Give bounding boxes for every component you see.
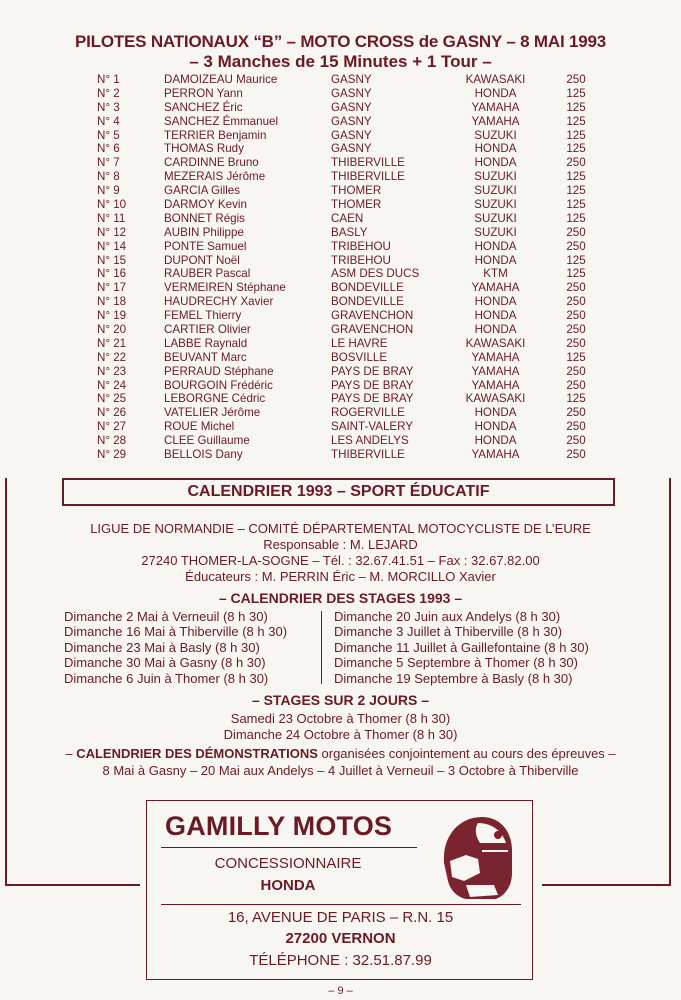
rider-club: ASM DES DUCS [331,267,420,281]
rider-club: PAYS DE BRAY [331,378,414,392]
ad-address: 16, AVENUE DE PARIS – R.N. 15 [227,909,454,926]
stage-item: Dimanche 3 Juillet à Thiberville (8 h 30) [334,624,563,640]
rider-club: CAEN [331,211,364,225]
rider-number: N° 8 [97,170,120,184]
rider-row [0,240,681,254]
ligue-line: LIGUE DE NORMANDIE – COMITÉ DÉPARTEMENTAL MOTOCYCLISTE DE L’EURE [90,521,591,536]
rider-name: CARTIER Olivier [164,323,251,337]
rider-number: N° 18 [97,295,127,309]
rider-cc: 250 [566,156,586,170]
rider-name: VERMEIREN Stéphane [164,281,286,295]
rider-row [0,351,681,365]
rider-name: BONNET Régis [164,211,245,225]
demonstrations-heading [0,746,681,761]
stages-title: – CALENDRIER DES STAGES 1993 – [218,590,463,606]
two-days-line2: Dimanche 24 Octobre à Thomer (8 h 30) [223,727,458,742]
rider-name: RAUBER Pascal [164,267,251,281]
rider-number: N° 29 [97,448,127,462]
rider-club: GASNY [331,73,372,86]
rider-row [0,448,681,462]
rider-cc: 250 [566,309,586,323]
rider-cc: 125 [566,350,586,364]
rider-make: KAWASAKI [465,392,526,406]
rider-number: N° 7 [97,156,120,170]
rider-cc: 125 [566,253,586,267]
rider-make: YAMAHA [471,364,520,378]
stage-item: Dimanche 16 Mai à Thiberville (8 h 30) [64,624,288,640]
rider-cc: 250 [566,378,586,392]
stage-item: Dimanche 2 Mai à Verneuil (8 h 30) [64,609,268,624]
rider-number: N° 25 [97,392,127,406]
ad-brand: HONDA [260,877,316,894]
ad-rule [161,847,417,848]
demo-prefix: – [65,746,77,761]
page-subtitle: – 3 Manches de 15 Minutes + 1 Tour – [189,52,492,71]
stage-item: Dimanche 19 Septembre à Basly (8 h 30) [334,670,573,686]
rider-row [0,379,681,393]
rider-row [0,87,681,101]
stages-left-list [64,609,287,686]
rider-number: N° 15 [97,253,127,267]
ad-city: 27200 VERNON [285,930,396,947]
rider-make: YAMAHA [471,378,520,392]
rider-make: HONDA [474,142,517,156]
rider-club: SAINT-VALERY [331,420,414,434]
rider-make: SUZUKI [474,128,517,142]
rider-cc: 125 [566,86,586,100]
calendar-title: CALENDRIER 1993 – SPORT ÉDUCATIF [62,478,615,506]
rider-make: KTM [483,267,508,281]
rider-cc: 250 [566,73,586,86]
helmet-icon [436,811,516,905]
rider-row [0,281,681,295]
rider-cc: 125 [566,184,586,198]
rider-club: BOSVILLE [331,350,388,364]
rider-row [0,337,681,351]
rider-club: LE HAVRE [331,336,388,350]
rider-club: THIBERVILLE [331,448,405,462]
rider-club: THOMER [331,198,382,212]
rider-cc: 125 [566,128,586,142]
rider-name: THOMAS Rudy [164,142,244,156]
rider-number: N° 24 [97,378,127,392]
rider-name: CARDINNE Bruno [164,156,259,170]
rider-number: N° 6 [97,142,120,156]
rider-cc: 250 [566,225,586,239]
rider-row [0,170,681,184]
responsable-line: Responsable : M. LEJARD [263,537,418,552]
rider-number: N° 22 [97,350,127,364]
stage-item: Dimanche 30 Mai à Gasny (8 h 30) [64,655,266,671]
rider-cc: 125 [566,198,586,212]
rider-number: N° 9 [97,184,120,198]
rider-make: YAMAHA [471,100,520,114]
rider-make: HONDA [474,309,517,323]
rider-number: N° 23 [97,364,127,378]
rider-make: HONDA [474,295,517,309]
rider-club: GASNY [331,114,372,128]
rider-club: ROGERVILLE [331,406,405,420]
rider-name: MEZERAIS Jérôme [164,170,266,184]
two-days-title: – STAGES SUR 2 JOURS – [251,692,430,708]
rider-cc: 250 [566,420,586,434]
rider-name: HAUDRECHY Xavier [164,295,274,309]
rider-make: KAWASAKI [465,336,526,350]
rider-cc: 125 [566,392,586,406]
rider-row [0,115,681,129]
rider-row [0,142,681,156]
ad-rule [161,904,521,905]
rider-name: ROUE Michel [164,420,235,434]
rider-number: N° 4 [97,114,120,128]
rider-name: PERRON Yann [164,86,243,100]
rider-make: SUZUKI [474,170,517,184]
rider-club: BONDEVILLE [331,295,404,309]
demo-text: organisées conjointement au cours des épreuves – [317,746,616,761]
rider-make: SUZUKI [474,225,517,239]
rider-number: N° 5 [97,128,120,142]
stages-divider [321,611,322,684]
rider-row [0,226,681,240]
rider-row [0,295,681,309]
rider-name: DARMOY Kevin [164,198,247,212]
rider-cc: 250 [566,448,586,462]
rider-club: TRIBEHOU [331,239,391,253]
rider-number: N° 10 [97,198,127,212]
rider-row [0,254,681,268]
rider-number: N° 14 [97,239,127,253]
rider-name: TERRIER Benjamin [164,128,267,142]
rider-name: BOURGOIN Frédéric [164,378,273,392]
rider-row [0,406,681,420]
rider-make: HONDA [474,406,517,420]
ad-concession: CONCESSIONNAIRE [214,855,362,872]
rider-club: LES ANDELYS [331,434,409,448]
rider-number: N° 27 [97,420,127,434]
ad-dealer-name: GAMILLY MOTOS [165,811,393,841]
rider-name: DUPONT Noël [164,253,240,267]
rider-club: THIBERVILLE [331,156,405,170]
rider-club: GASNY [331,128,372,142]
rider-cc: 125 [566,170,586,184]
rider-cc: 125 [566,142,586,156]
rider-make: HONDA [474,239,517,253]
rider-make: YAMAHA [471,114,520,128]
rider-cc: 125 [566,267,586,281]
rider-row [0,309,681,323]
rider-number: N° 19 [97,309,127,323]
rider-cc: 250 [566,281,586,295]
rider-number: N° 12 [97,225,127,239]
rider-name: LEBORGNE Cédric [164,392,266,406]
rider-cc: 125 [566,211,586,225]
rider-row [0,184,681,198]
rider-row [0,323,681,337]
rider-make: KAWASAKI [465,73,526,86]
rider-cc: 250 [566,406,586,420]
rider-name: FEMEL Thierry [164,309,242,323]
rider-row [0,434,681,448]
rider-number: N° 20 [97,323,127,337]
rider-name: CLEE Guillaume [164,434,250,448]
rider-cc: 250 [566,434,586,448]
rider-club: GASNY [331,142,372,156]
rider-make: YAMAHA [471,350,520,364]
rider-make: HONDA [474,420,517,434]
rider-number: N° 21 [97,336,127,350]
rider-cc: 125 [566,114,586,128]
riders-list [0,73,681,462]
rider-name: GARCIA Gilles [164,184,241,198]
rider-number: N° 26 [97,406,127,420]
rider-row [0,365,681,379]
stages-right-list [334,609,589,686]
rider-make: SUZUKI [474,211,517,225]
rider-name: SANCHEZ Émmanuel [164,114,279,128]
rider-club: GRAVENCHON [331,309,414,323]
rider-number: N° 1 [97,73,120,86]
rider-make: HONDA [474,156,517,170]
rider-club: TRIBEHOU [331,253,391,267]
rider-name: LABBE Raynald [164,336,248,350]
rider-cc: 125 [566,100,586,114]
rider-number: N° 16 [97,267,127,281]
rider-cc: 250 [566,364,586,378]
rider-club: PAYS DE BRAY [331,364,414,378]
rider-name: PONTE Samuel [164,239,247,253]
rider-row [0,420,681,434]
rider-name: AUBIN Philippe [164,225,244,239]
rider-row [0,129,681,143]
rider-number: N° 2 [97,86,120,100]
rider-cc: 250 [566,323,586,337]
rider-number: N° 17 [97,281,127,295]
rider-row [0,101,681,115]
rider-make: HONDA [474,253,517,267]
rider-row [0,73,681,87]
stage-item: Dimanche 6 Juin à Thomer (8 h 30) [64,670,269,686]
rider-make: HONDA [474,434,517,448]
rider-name: DAMOIZEAU Maurice [164,73,278,86]
rider-name: BEUVANT Marc [164,350,247,364]
rider-club: THOMER [331,184,382,198]
page-title: PILOTES NATIONAUX “B” – MOTO CROSS de GASNY – 8 MAI 1993 [74,32,607,51]
rider-cc: 250 [566,295,586,309]
rider-row [0,392,681,406]
rider-club: GASNY [331,100,372,114]
rider-make: HONDA [474,323,517,337]
ad-phone: TÉLÉPHONE : 32.51.87.99 [249,952,432,969]
rider-club: GRAVENCHON [331,323,414,337]
stage-item: Dimanche 11 Juillet à Gaillefontaine (8 h 30) [334,639,589,655]
rider-club: BONDEVILLE [331,281,404,295]
stage-item: Dimanche 23 Mai à Basly (8 h 30) [64,639,260,655]
rider-club: GASNY [331,86,372,100]
rider-row [0,198,681,212]
rider-club: BASLY [331,225,368,239]
rider-name: PERRAUD Stéphane [164,364,274,378]
rider-make: SUZUKI [474,184,517,198]
rider-number: N° 28 [97,434,127,448]
rider-make: HONDA [474,86,517,100]
rider-row [0,156,681,170]
rider-cc: 250 [566,336,586,350]
rider-make: YAMAHA [471,281,520,295]
address-line: 27240 THOMER-LA-SOGNE – Tél. : 32.67.41.51 – Fax : 32.67.82.00 [141,553,540,568]
rider-row [0,267,681,281]
rider-name: BELLOIS Dany [164,448,243,462]
rider-make: YAMAHA [471,448,520,462]
rider-row [0,212,681,226]
rider-club: PAYS DE BRAY [331,392,414,406]
rider-name: VATELIER Jérôme [164,406,261,420]
rider-number: N° 11 [97,211,126,225]
rider-cc: 250 [566,239,586,253]
stage-item: Dimanche 20 Juin aux Andelys (8 h 30) [334,609,561,624]
page-number: – 9 – [328,985,353,997]
advertisement [146,800,533,980]
educateurs-line: Éducateurs : M. PERRIN Éric – M. MORCILLO Xavier [185,569,496,584]
demo-title: CALENDRIER DES DÉMONSTRATIONS [76,746,318,761]
rider-club: THIBERVILLE [331,170,405,184]
stage-item: Dimanche 5 Septembre à Thomer (8 h 30) [334,655,578,671]
rider-make: SUZUKI [474,198,517,212]
rider-number: N° 3 [97,100,120,114]
demonstrations-dates: 8 Mai à Gasny – 20 Mai aux Andelys – 4 Juillet à Verneuil – 3 Octobre à Thiberville [102,763,579,778]
two-days-line1: Samedi 23 Octobre à Thomer (8 h 30) [230,711,451,726]
rider-name: SANCHEZ Éric [164,100,243,114]
